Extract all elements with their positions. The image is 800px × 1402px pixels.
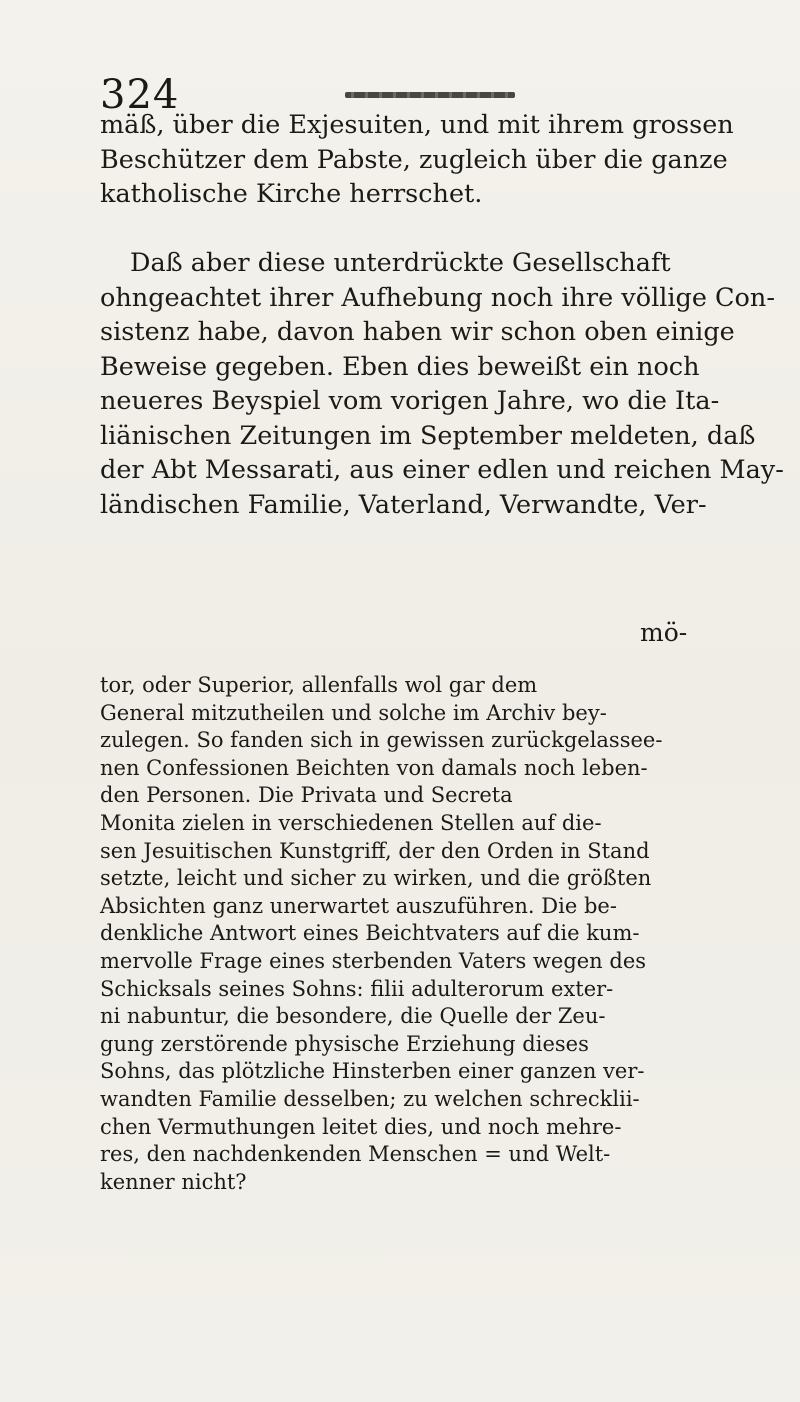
text-line: chen Vermuthungen leitet dies, und noch mehre- <box>100 1114 622 1139</box>
text-line: res, den nachdenkenden Menschen = und Welt- <box>100 1142 611 1167</box>
text-line: gung zerstörende physische Erziehung dieses <box>100 1031 589 1056</box>
text-line: katholische Kirche herrschet. <box>100 179 483 209</box>
text-line: sistenz habe, davon haben wir schon oben einige <box>100 317 735 347</box>
page-number: 324 <box>100 72 180 118</box>
text-line: neueres Beyspiel vom vorigen Jahre, wo die Ita- <box>100 386 720 416</box>
text-line: ohngeachtet ihrer Aufhebung noch ihre völlige Con- <box>100 282 775 313</box>
text-line: Daß aber diese unterdrückte Gesellschaft <box>130 248 671 278</box>
text-line: mervolle Frage eines sterbenden Vaters wegen des <box>100 948 647 973</box>
lower-text-block <box>100 672 710 1196</box>
catchword: mö- <box>640 618 688 647</box>
text-line: Absichten ganz unerwartet auszuführen. Die be- <box>100 893 617 918</box>
upper-text-block <box>100 108 784 522</box>
text-line: Beschützer dem Pabste, zugleich über die ganze <box>100 144 728 175</box>
text-line: General mitzutheilen und solche im Archiv bey- <box>100 700 607 725</box>
text-line: sen Jesuitischen Kunstgriff, der den Orden in Stand <box>100 838 650 863</box>
text-line: der Abt Messarati, aus einer edlen und reichen May- <box>100 455 784 485</box>
text-line: Sohns, das plötzliche Hinsterben einer ganzen ver- <box>100 1059 645 1084</box>
text-line: kenner nicht? <box>100 1169 247 1194</box>
text-line: ni nabuntur, die besondere, die Quelle der Zeu- <box>100 1004 606 1029</box>
text-line: Monita zielen in verschiedenen Stellen auf die- <box>100 810 602 835</box>
text-line: setzte, leicht und sicher zu wirken, und die größten <box>100 866 652 891</box>
text-line: liänischen Zeitungen im September meldeten, daß <box>100 420 756 451</box>
text-line: Schicksals seines Sohns: filii adulterorum exter- <box>100 976 614 1001</box>
text-line: Beweise gegeben. Eben dies beweißt ein noch <box>100 351 700 382</box>
text-line <box>100 212 710 247</box>
text-line: den Personen. Die Privata und Secreta <box>100 783 513 808</box>
text-line: zulegen. So fanden sich in gewissen zurückgelassee- <box>100 728 663 753</box>
text-line: ländischen Familie, Vaterland, Verwandte, Ver- <box>100 489 707 520</box>
text-line: denkliche Antwort eines Beichtvaters auf die kum- <box>100 921 640 946</box>
text-line: mäß, über die Exjesuiten, und mit ihrem grossen <box>100 110 734 140</box>
text-line: nen Confessionen Beichten von damals noch leben- <box>100 755 648 780</box>
header-ornament-rule <box>345 92 515 98</box>
text-line: tor, oder Superior, allenfalls wol gar dem <box>100 673 538 697</box>
text-line: wandten Familie desselben; zu welchen schrecklii- <box>100 1086 640 1111</box>
